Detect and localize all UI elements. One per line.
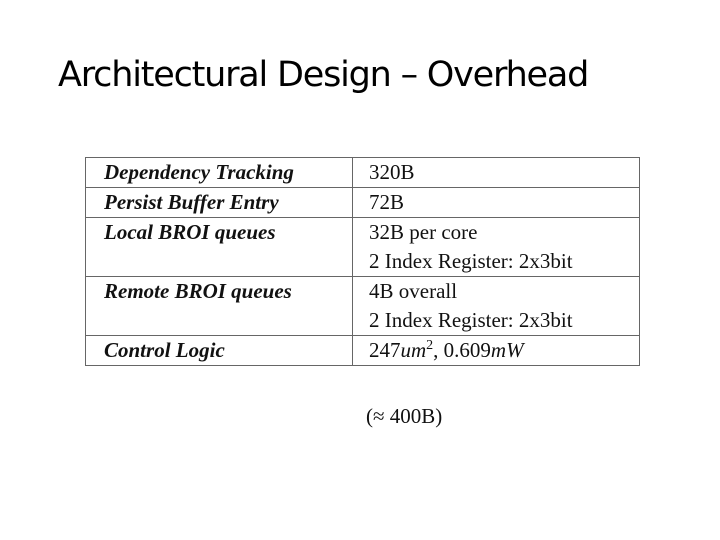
overhead-cell <box>353 218 640 277</box>
overhead-line: 4B overall <box>369 279 458 303</box>
overhead-line: 72B <box>369 190 405 214</box>
component-cell: Control Logic <box>86 336 353 366</box>
overhead-cell <box>353 277 640 336</box>
table-row <box>86 336 640 366</box>
power-unit: mW <box>490 338 524 362</box>
table-row <box>86 188 640 218</box>
power-value: 0.609 <box>443 338 491 362</box>
overhead-cell <box>353 336 640 366</box>
overhead-line: 320B <box>369 160 415 184</box>
component-cell: Remote BROI queues <box>86 277 353 336</box>
area-value: 247 <box>369 338 401 362</box>
area-unit: um <box>400 338 427 362</box>
table-row <box>86 277 640 336</box>
overhead-line: 32B per core <box>369 220 478 244</box>
area-exponent: 2 <box>426 338 434 353</box>
table-row <box>86 158 640 188</box>
component-cell: Persist Buffer Entry <box>86 188 353 218</box>
table-row <box>86 218 640 277</box>
summary-note: (≈ 400B) <box>366 404 443 428</box>
value-separator: , <box>433 338 444 362</box>
overhead-table <box>85 157 640 366</box>
overhead-cell <box>353 188 640 218</box>
overhead-line: 2 Index Register: 2x3bit <box>369 249 573 273</box>
component-cell: Dependency Tracking <box>86 158 353 188</box>
overhead-cell <box>353 158 640 188</box>
component-cell: Local BROI queues <box>86 218 353 277</box>
overhead-line: 2 Index Register: 2x3bit <box>369 308 573 332</box>
slide-title: Architectural Design – Overhead <box>58 55 589 95</box>
